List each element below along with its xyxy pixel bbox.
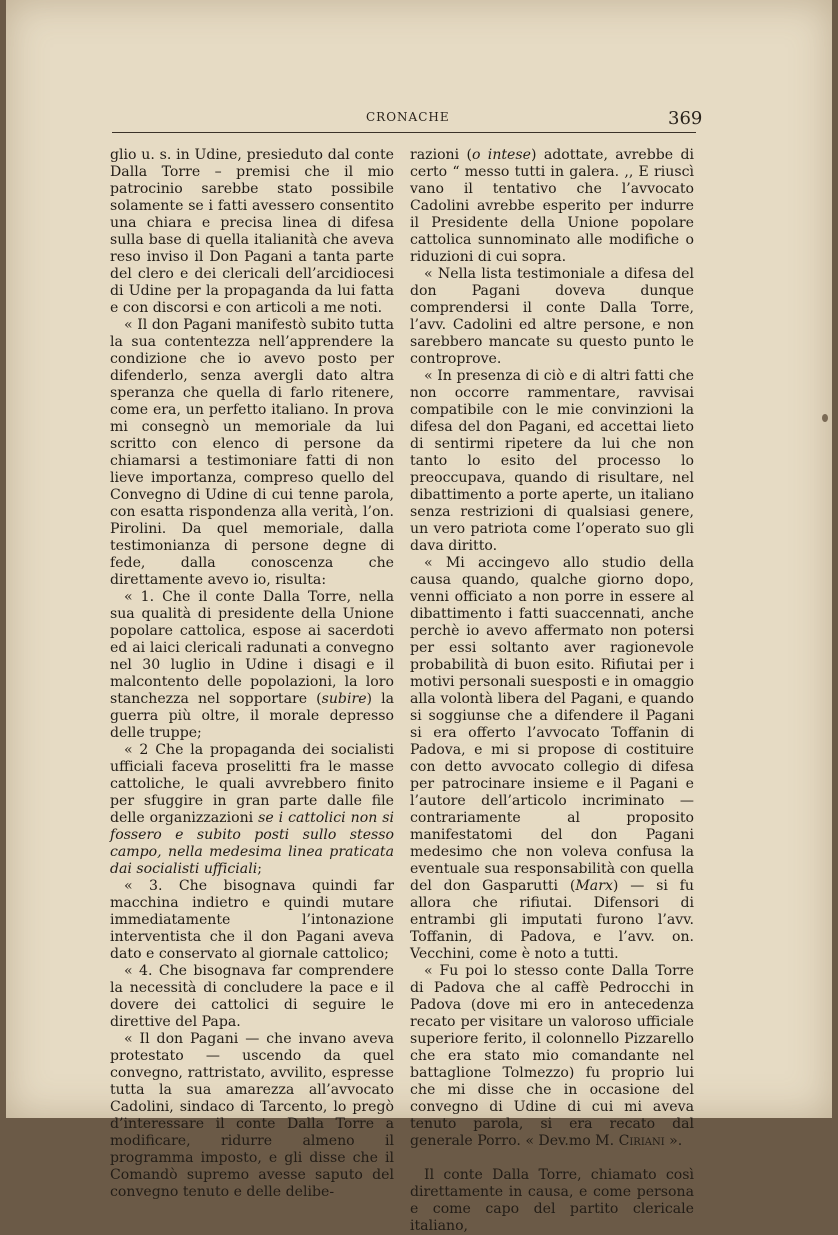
paragraph: « Mi accingevo allo studio della causa quando, qualche giorno dopo, venni officiato a non porre in essere al dibattimento i fatti suaccennati, anche perchè io avevo affermato non potersi per essi soltanto aver ragionevole probabilità di buon esito. Rifiutai per i motivi personali suesposti e in omaggio alla volontà libera del Pagani, e quando si soggiunse che a difendere il Pagani si era offerto l’avvocato Toffanin di Padova, e mi si propose di costituire con detto avvocato collegio di difesa per patrocinare insieme e il Pagani e l’autore dell’articolo incriminato — contrariamente al proposito manifestatomi del don Pagani medesimo che non voleva confusa la eventuale sua responsabilità con quella del don Gasparutti (Marx) — si fu allora che rifiutai. Difensori di entrambi gli imputati furono l’avv. Toffanin, di Padova, e l’avv. on. Vecchini, come è noto a tutti. <box>410 555 694 962</box>
paragraph: « Il don Pagani manifestò subito tutta la sua contentezza nell’apprendere la condizione che io avevo posto per difenderlo, senza avergli dato altra speranza che quella di farlo ritenere, come era, un perfetto italiano. In prova mi consegnò un memoriale da lui scritto con elenco di persone da chiamarsi a testimoniare fatti di non lieve importanza, compreso quello del Convegno di Udine di cui tenne parola, con esatta rispondenza alla verità, l’on. Pirolini. Da quel memoriale, dalla testimonianza di persone degne di fede, dalla conoscenza che direttamente avevo io, risulta: <box>110 317 394 588</box>
paragraph: « 1. Che il conte Dalla Torre, nella sua qualità di presidente della Unione popolare cattolica, espose ai sacerdoti ed ai laici clericali radunati a convegno nel 30 luglio in Udine i disagi e il malcontento delle popolazioni, la loro stanchezza nel sopportare (subire) la guerra più oltre, il morale depresso delle truppe; <box>110 589 394 741</box>
running-title: CRONACHE <box>366 110 450 124</box>
paragraph: « In presenza di ciò e di altri fatti che non occorre rammentare, ravvisai compatibile con le mie convinzioni la difesa del don Pagani, ed accettai lieto di sentirmi ripetere da lui che non tanto lo esito del processo lo preoccupava, quando di risultare, nel dibattimento a porte aperte, un italiano senza restrizioni di qualsiasi genere, un vero patriota come l’operato suo gli dava diritto. <box>410 368 694 554</box>
left-column <box>110 147 394 1201</box>
right-column <box>410 147 694 1235</box>
paragraph: « Nella lista testimoniale a difesa del don Pagani doveva dunque comprendersi il conte Dalla Torre, l’avv. Cadolini ed altre persone, e non sarebbero mancate su questo punto le controprove. <box>410 266 694 367</box>
binding-mark <box>822 414 828 422</box>
page-number: 369 <box>668 108 703 129</box>
page-header <box>6 110 832 134</box>
italic-text: subire <box>321 691 367 707</box>
paragraph: razioni (o intese) adottate, avrebbe di certo “ messo tutti in galera. ,, E riuscì vano il tentativo che l’avvocato Cadolini avrebbe esperito per indurre il Presidente della Unione popolare cattolica sunnominato alle modifiche o riduzioni di cui sopra. <box>410 147 694 265</box>
paragraph: « 2 Che la propaganda dei socialisti ufficiali faceva proselitti fra le masse cattoliche, le quali avvrebbero finito per sfuggire in gran parte dalle file delle organizzazioni se i cattolici non si fossero e subito posti sullo stesso campo, nella medesima linea praticata dai socialisti ufficiali; <box>110 742 394 877</box>
italic-text: o intese <box>471 147 531 163</box>
paragraph: « 4. Che bisognava far comprendere la necessità di concludere la pace e il dovere dei cattolici di seguire le direttive del Papa. <box>110 963 394 1030</box>
paragraph: « Fu poi lo stesso conte Dalla Torre di Padova che al caffè Pedrocchi in Padova (dove mi ero in antecedenza recato per visitare un valoroso ufficiale superiore ferito, il colonnello Pizzarello che era stato mio comandante nel battaglione Tolmezzo) fu proprio lui che mi disse che in occasione del convegno di Udine di cui mi aveva tenuto parola, si era recato dal generale Porro. « Dev.mo M. Ciriani ». <box>410 963 694 1149</box>
paragraph: « 3. Che bisognava quindi far macchina indietro e quindi mutare immediatamente l’intonazione interventista che il don Pagani aveva dato e conservato al giornale cattolico; <box>110 878 394 962</box>
paragraph: Il conte Dalla Torre, chiamato così direttamente in causa, e come persona e come capo del partito clericale italiano, <box>410 1167 694 1234</box>
paragraph: glio u. s. in Udine, presieduto dal conte Dalla Torre – premisi che il mio patrocinio sarebbe stato possibile solamente se i fatti avessero consentito una chiara e precisa linea di difesa sulla base di quella italianità che aveva reso inviso il Don Pagani a tanta parte del clero e dei clericali dell’arcidiocesi di Udine per la propaganda da lui fatta e con discorsi e con articoli a me noti. <box>110 147 394 316</box>
italic-text: se i cattolici non si fossero e subito posti sullo stesso campo, nella medesima linea praticata dai socialisti ufficiali <box>110 810 394 877</box>
header-rule <box>112 132 696 133</box>
paragraph: « Il don Pagani — che invano aveva protestato — uscendo da quel convegno, rattristato, avvilito, espresse tutta la sua amarezza all’avvocato Cadolini, sindaco di Tarcento, lo pregò d’interessare il conte Dalla Torre a modificare, ridurre almeno il programma imposto, e gli disse che il Comandò supremo avesse saputo del convegno tenuto e delle delibe- <box>110 1031 394 1200</box>
signature-name: Ciriani <box>618 1133 665 1149</box>
italic-text: Marx <box>575 878 613 894</box>
